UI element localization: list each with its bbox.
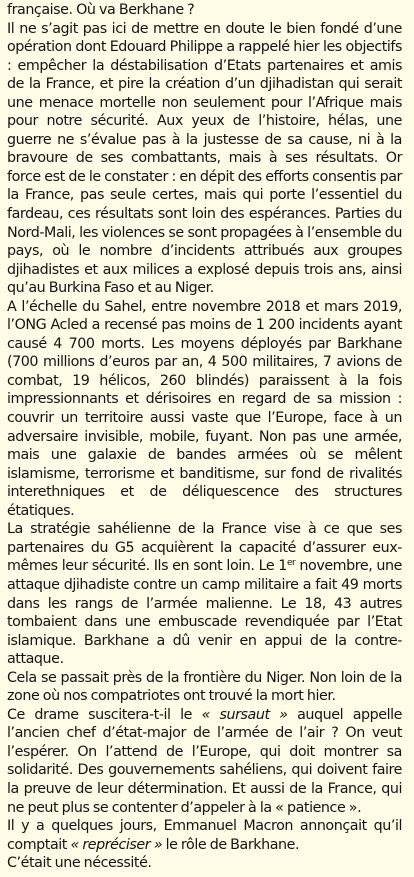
paragraph-text: Ce drame suscitera-t-il le: [7, 706, 202, 723]
paragraph-text: française. Où va Berkhane ?: [7, 2, 195, 18]
paragraph-text: La stratégie sahélienne de la France vise à ce que ses partenaires du G5 acquièrent la capacité d’assurer eux-mêmes leur sécurité. Ils en sont loin. Le 1: [7, 521, 402, 575]
paragraph-text: A l’échelle du Sahel, entre novembre 2018 et mars 2019, l’ONG Acled a recensé pas moins de 1 200 incidents ayant causé 4 700 morts. Les moyens déployés par Barkhane (700 millions d’euros par an, 4 500 militaires, 7 avions de combat, 19 hélicos, 260 blindés) paraissent à la fois impressionnants et dérisoires en regard de sa mission : couvrir un territoire aussi vaste que l’Europe, face à un adversaire invisible, mobile, fuyant. Non pas une armée, mais une galaxie de bandes armées où se mêlent islamisme, terrorisme et banditisme, sur fond de rivalités interethniques et de déliquescence des structures étatiques.: [7, 298, 402, 519]
article-paragraph: [7, 854, 402, 873]
paragraph-text: Cela se passait près de la frontière du Niger. Non loin de la zone où nos compatriotes ont trouvé la mort hier.: [7, 669, 402, 705]
article-paragraph: [7, 20, 402, 298]
article-body: [7, 1, 402, 873]
article-paragraph: [7, 669, 402, 706]
emphasized-text: « sursaut »: [201, 706, 288, 723]
paragraph-text: C’était une nécessité.: [7, 855, 152, 872]
superscript-text: er: [286, 558, 296, 569]
emphasized-text: « repréciser »: [70, 836, 163, 853]
paragraph-text: Il y a quelques jours, Emmanuel Macron annonçait qu’il comptait: [7, 818, 402, 853]
paragraph-text: auquel appelle l’ancien chef d’état-major de l’armée de l’air ? On veut l’espérer. On l’attend de l’Europe, qui doit montrer sa solidarité. Des gouvernements sahéliens, qui doivent faire la preuve de leur détermination. Et aussi de la France, qui ne peut plus se contenter d’appeler à la « patience ».: [7, 706, 402, 816]
article-paragraph: [7, 298, 402, 521]
paragraph-text: Il ne s’agit pas ici de mettre en doute le bien fondé d’une opération dont Edouard Philippe a rappelé hier les objectifs : empêcher la déstabilisation d’Etats partenaires et amis de la France, et pire la création d’un djihadistan qui serait une menace mortelle non seulement pour l’Afrique mais pour notre sécurité. Aux yeux de l’histoire, hélas, une guerre ne s’évalue pas à la justesse de sa cause, ni à la bravoure de ses combattants, mais à ses résultats. Or force est de le constater : en dépit des efforts consentis par la France, pas seule certes, mais qui porte l’essentiel du fardeau, ces résultats sont loin des espérances. Parties du Nord-Mali, les violences se sont propagées à l’ensemble du pays, où le nombre d’incidents attribués aux groupes djihadistes et aux milices a explosé depuis trois ans, ainsi qu’au Burkina Faso et au Niger.: [7, 20, 402, 297]
paragraph-text: novembre, une attaque djihadiste contre un camp militaire a fait 49 morts dans les rangs de l’armée malienne. Le 18, 43 autres tombaient dans une embuscade revendiquée par l’Etat islamique. Barkhane a dû venir en appui de la contre-attaque.: [7, 558, 403, 668]
article-paragraph: [7, 706, 402, 817]
article-paragraph: [7, 1, 402, 20]
article-paragraph: [7, 520, 402, 668]
paragraph-text: le rôle de Barkhane.: [162, 836, 300, 853]
article-paragraph: [7, 817, 402, 854]
